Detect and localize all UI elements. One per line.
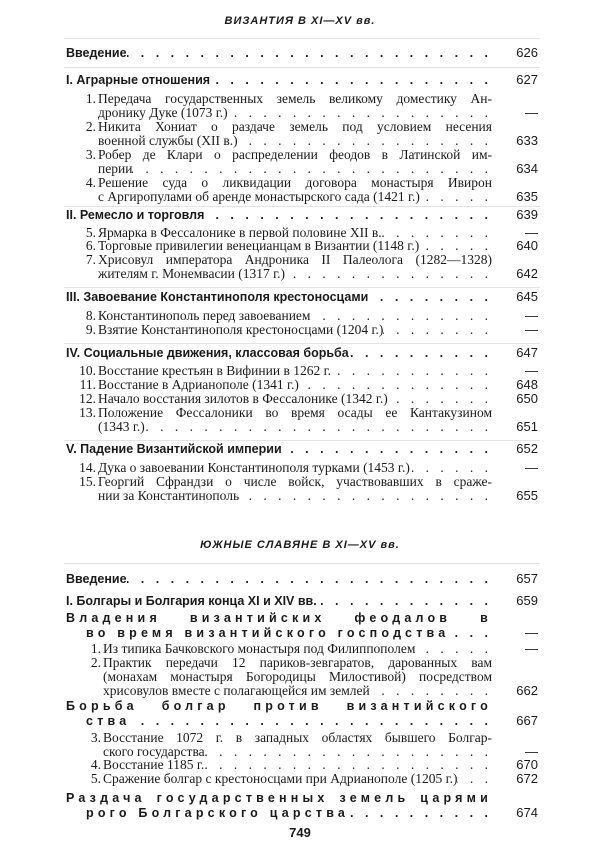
entry-page-number: 657 (516, 571, 538, 586)
entry-title: Введение (66, 572, 127, 586)
toc-entry-line[interactable] (66, 289, 492, 305)
dot-leader (317, 593, 492, 609)
entry-page-number: 645 (516, 289, 538, 304)
toc-entry-line[interactable] (103, 771, 492, 787)
entry-title: во время византийского господства (86, 626, 450, 640)
dot-leader (145, 419, 492, 435)
entry-title: Из типика Бачковского монастыря под Филиппополем (103, 641, 416, 656)
entry-page-number: 650 (516, 391, 538, 406)
toc-entry-line[interactable] (86, 805, 492, 821)
entry-page-number: 674 (516, 805, 538, 820)
entry-page-number: — (525, 744, 538, 759)
dot-leader (127, 45, 492, 61)
entry-title: с Аргиропулами об аренде монастырского сада (1421 г.) (98, 189, 420, 204)
entry-number: 2. (90, 655, 101, 670)
toc-entry-line[interactable] (66, 593, 492, 609)
dot-leader (449, 625, 492, 641)
entry-page-number: 667 (516, 713, 538, 728)
entry-page-number: 639 (516, 207, 538, 222)
entry-title: Раздача государственных земель царями (66, 791, 492, 805)
entry-title: Хрисовул императора Андроника II Палеолога (1282—1328) (98, 252, 492, 267)
entry-page-number: 655 (516, 488, 538, 503)
entry-number: 9. (85, 322, 96, 337)
entry-title: Восстание 1185 г. (103, 757, 205, 772)
entry-page-number: — (525, 105, 538, 120)
entry-title: Практик передачи 12 париков-зевгаратов, дарованных вам (103, 655, 492, 670)
entry-number: 6. (85, 238, 96, 253)
entry-title: Робер де Клари о распределении феодов в Латинской им- (98, 147, 492, 162)
entry-number: 2. (85, 119, 96, 134)
entry-number: 1. (85, 91, 96, 106)
entry-title: Торговые привилегии венецианцам в Византии (1148 г.) (98, 238, 420, 253)
entry-number: 13. (79, 405, 96, 420)
toc-entry-line-wrapped[interactable] (66, 790, 492, 806)
entry-title: Сражение болгар с крестоносцами при Адрианополе (1205 г.) (103, 771, 458, 786)
entry-title: Восстание в Адрианополе (1341 г.) (98, 377, 299, 392)
toc-entry-line[interactable] (66, 571, 492, 587)
entry-page-number: 648 (516, 377, 538, 392)
entry-number: 14. (79, 460, 96, 475)
entry-title: Решение суда о ликвидации договора монастыря Ивирон (98, 175, 492, 190)
toc-entry-line-wrapped[interactable] (66, 610, 492, 626)
entry-page-number: 635 (516, 189, 538, 204)
toc-entry-line[interactable] (66, 45, 492, 61)
entry-title: Передача государственных земель великому доместику Ан- (98, 91, 492, 106)
entry-title: Начало восстания зилотов в Фессалонике (1342 г.) (98, 391, 388, 406)
entry-title: III. Завоевание Константинополя крестоносцами (66, 290, 369, 304)
entry-page-number: 627 (516, 72, 538, 87)
entry-number: 15. (79, 474, 96, 489)
dot-leader (239, 488, 492, 504)
toc-entry-line[interactable] (98, 322, 492, 338)
toc-entry-line-wrapped[interactable] (66, 698, 492, 714)
dot-leader (368, 289, 492, 305)
divider (64, 287, 540, 288)
entry-title: Ярмарка в Фессалонике в первой половине XII в. (98, 225, 382, 240)
entry-number: 4. (85, 175, 96, 190)
entry-title: жителям г. Монемвасии (1317 г.) (98, 266, 286, 281)
dot-leader (130, 713, 492, 729)
entry-page-number: 662 (516, 683, 538, 698)
entry-page-number: 642 (516, 266, 538, 281)
entry-title: Взятие Константинополя крестоносцами (1204 г.) (98, 322, 384, 337)
dot-leader (349, 345, 492, 361)
dot-leader (457, 771, 492, 787)
section-title-south-slavs: ЮЖНЫЕ СЛАВЯНЕ В XI—XV вв. (200, 539, 400, 551)
entry-page-number: 626 (516, 45, 538, 60)
entry-title: ского государства (103, 744, 205, 759)
entry-page-number: 634 (516, 161, 538, 176)
dot-leader (420, 189, 492, 205)
entry-page-number: 672 (516, 771, 538, 786)
entry-title: Константинополь перед завоеванием (98, 308, 311, 323)
entry-page-number: — (525, 641, 538, 656)
entry-page-number: — (525, 363, 538, 378)
dot-leader (282, 441, 492, 457)
entry-title: Положение Фессалоники во время осады ее Кантакузином (98, 405, 492, 420)
divider (64, 67, 540, 68)
entry-title: Никита Хониат о раздаче земель под условием несения (98, 119, 492, 134)
toc-entry-line[interactable] (66, 72, 492, 88)
entry-number: 5. (85, 225, 96, 240)
toc-entry-line[interactable] (66, 207, 492, 223)
entry-title: (1343 г.) (98, 419, 145, 434)
entry-title: Борьба болгар против византийского (66, 699, 492, 713)
entry-title: военной службы (XII в.) (98, 133, 238, 148)
entry-page-number: — (525, 322, 538, 337)
divider (64, 38, 540, 39)
entry-title: Георгий Сфрандзи о числе войск, участвовавших в сраже- (98, 474, 492, 489)
entry-title: рого Болгарского царства (86, 806, 350, 820)
toc-entry-line[interactable] (98, 189, 492, 205)
entry-title: хрисовулов вместе с полагающейся им землей (103, 683, 370, 698)
divider (64, 563, 540, 564)
entry-title: (монахам монастыря Богородицы Милостивой) посредством (103, 669, 492, 684)
entry-page-number: — (525, 308, 538, 323)
entry-title: ства (86, 714, 131, 728)
section-title-byzantium: ВИЗАНТИЯ В XI—XV вв. (224, 15, 376, 27)
entry-number: 11. (79, 377, 96, 392)
toc-entry-line[interactable] (98, 419, 492, 435)
toc-entry-line[interactable] (98, 266, 492, 282)
dot-leader (204, 207, 492, 223)
entry-page-number: 670 (516, 757, 538, 772)
dot-leader (383, 322, 492, 338)
dot-leader (285, 266, 492, 282)
entry-number: 12. (79, 391, 96, 406)
entry-number: 8. (85, 308, 96, 323)
entry-page-number: 652 (516, 441, 538, 456)
entry-number: 3. (90, 730, 101, 745)
entry-title: IV. Социальные движения, классовая борьба (66, 346, 349, 360)
entry-page-number: 640 (516, 238, 538, 253)
entry-title: Восстание крестьян в Вифинии в 1262 г. (98, 363, 331, 378)
entry-title: перии (98, 161, 133, 176)
page-number: 749 (289, 825, 311, 840)
entry-title: I. Болгары и Болгария конца XI и XIV вв. (66, 594, 317, 608)
entry-page-number: 647 (516, 345, 538, 360)
entry-title: дронику Дуке (1073 г.) (98, 105, 228, 120)
toc-entry-line[interactable] (66, 345, 492, 361)
entry-title: I. Аграрные отношения (66, 73, 211, 87)
dot-leader (370, 683, 492, 699)
toc-entry-line[interactable] (66, 441, 492, 457)
entry-title: V. Падение Византийской империи (66, 442, 282, 456)
entry-title: II. Ремесло и торговля (66, 208, 205, 222)
divider (64, 343, 540, 344)
entry-number: 4. (90, 757, 101, 772)
entry-page-number: — (525, 460, 538, 475)
toc-entry-line[interactable] (98, 488, 492, 504)
entry-number: 7. (85, 252, 96, 267)
dot-leader (349, 805, 492, 821)
dot-leader (127, 571, 492, 587)
dot-leader (210, 72, 492, 88)
entry-page-number: — (525, 225, 538, 240)
toc-entry-line[interactable] (103, 683, 492, 699)
toc-entry-line[interactable] (86, 713, 492, 729)
entry-title: Дука о завоевании Константинополя турками (1453 г.) (98, 460, 410, 475)
entry-page-number: — (525, 625, 538, 640)
entry-title: Владения византийских феодалов в (66, 611, 492, 625)
entry-number: 1. (90, 641, 101, 656)
entry-page-number: 633 (516, 133, 538, 148)
entry-number: 5. (90, 771, 101, 786)
entry-title: Введение (66, 46, 127, 60)
entry-title: нии за Константинополь (98, 488, 240, 503)
toc-entry-line[interactable] (86, 625, 492, 641)
entry-number: 10. (79, 363, 96, 378)
entry-number: 3. (85, 147, 96, 162)
entry-page-number: 651 (516, 419, 538, 434)
entry-title: Восстание 1072 г. в западных областях бывшего Болгар- (103, 730, 492, 745)
entry-page-number: 659 (516, 593, 538, 608)
